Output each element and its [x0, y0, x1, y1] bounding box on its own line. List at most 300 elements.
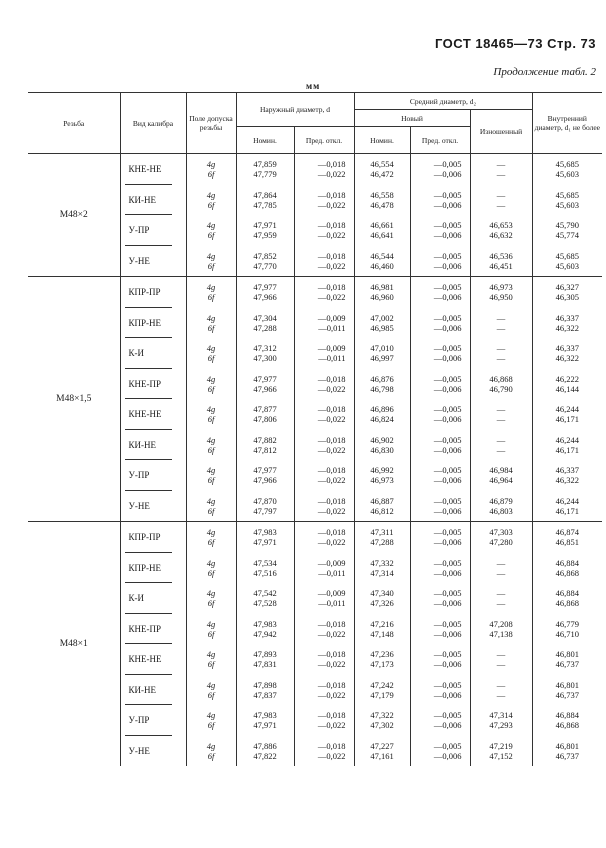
tolerance-value: 6f	[207, 292, 215, 303]
d-dev-value: —0,022	[317, 383, 346, 394]
d2-nominal-cell	[354, 369, 410, 400]
d2-dev-value: —0,006	[433, 659, 462, 670]
tolerance-value: 6f	[207, 353, 215, 364]
d2-nominal-value: 46,973	[370, 475, 394, 486]
tolerance-cell	[186, 583, 236, 614]
d-dev-value: —0,018	[317, 465, 346, 476]
d2-nominal-value: 47,302	[370, 720, 394, 731]
d-nominal-cell	[236, 185, 294, 216]
d-dev-value: —0,022	[317, 169, 346, 180]
d-dev-cell	[294, 308, 354, 339]
d-dev-value: —0,022	[317, 537, 346, 548]
tolerance-value: 4g	[206, 740, 216, 751]
d1-cell	[532, 705, 602, 736]
tolerance-value: 4g	[206, 588, 216, 599]
d1-value: 46,322	[555, 475, 579, 486]
d2-dev-value: —0,005	[433, 404, 462, 415]
col-header-d2-nominal: Номин.	[354, 127, 410, 154]
d-nominal-cell	[236, 491, 294, 522]
d2-nominal-cell	[354, 399, 410, 430]
d-nominal-value: 47,983	[253, 710, 277, 721]
d-nominal-value: 47,870	[253, 495, 277, 506]
d2-dev-value: —0,005	[433, 710, 462, 721]
tolerance-cell	[186, 277, 236, 308]
d-nominal-cell	[236, 215, 294, 246]
gauge-label: КПР-ПР	[128, 287, 161, 298]
tolerance-cell	[186, 246, 236, 277]
d1-value: 46,222	[555, 373, 579, 384]
gauge-label: У-НЕ	[128, 745, 150, 756]
d1-value: 46,874	[555, 527, 579, 538]
d2-nominal-cell	[354, 675, 410, 706]
worn-value: —	[496, 659, 506, 670]
d2-nominal-value: 47,216	[370, 618, 394, 629]
d-dev-value: —0,009	[317, 312, 346, 323]
d2-nominal-value: 46,985	[370, 322, 394, 333]
tolerance-value: 6f	[207, 689, 215, 700]
worn-value: —	[496, 679, 506, 690]
tolerance-cell	[186, 522, 236, 553]
tolerance-cell	[186, 185, 236, 216]
gauge-label: КПР-НЕ	[128, 562, 162, 573]
d-nominal-value: 47,822	[253, 750, 277, 761]
d-dev-value: —0,022	[317, 659, 346, 670]
worn-cell	[470, 430, 532, 461]
d2-dev-value: —0,005	[433, 250, 462, 261]
worn-value: —	[496, 353, 506, 364]
tolerance-cell	[186, 460, 236, 491]
d2-nominal-cell	[354, 614, 410, 645]
tolerance-value: 6f	[207, 598, 215, 609]
d1-cell	[532, 491, 602, 522]
d1-value: 45,774	[555, 230, 579, 241]
col-header-gauge-type: Вид калибра	[120, 93, 186, 154]
gauge-cell	[120, 491, 186, 522]
d1-value: 46,244	[555, 434, 579, 445]
d-nominal-value: 47,812	[253, 444, 277, 455]
d-dev-cell	[294, 277, 354, 308]
worn-value: —	[496, 649, 506, 660]
d-nominal-value: 47,837	[253, 689, 277, 700]
tolerance-value: 6f	[207, 628, 215, 639]
d2-dev-cell	[410, 277, 470, 308]
d2-dev-value: —0,006	[433, 230, 462, 241]
d2-nominal-value: 46,460	[370, 260, 394, 271]
gauge-table	[28, 92, 602, 766]
d2-dev-value: —0,005	[433, 373, 462, 384]
worn-value: —	[496, 689, 506, 700]
d-nominal-value: 47,977	[253, 282, 277, 293]
d-dev-value: —0,022	[317, 414, 346, 425]
d-nominal-cell	[236, 277, 294, 308]
worn-value: —	[496, 169, 506, 180]
d-dev-cell	[294, 154, 354, 185]
d2-nominal-cell	[354, 277, 410, 308]
d2-nominal-value: 46,981	[370, 282, 394, 293]
worn-cell	[470, 308, 532, 339]
d1-value: 45,685	[555, 159, 579, 170]
table-body	[28, 154, 602, 767]
tolerance-value: 4g	[206, 404, 216, 415]
d1-cell	[532, 215, 602, 246]
d-dev-value: —0,009	[317, 343, 346, 354]
worn-cell	[470, 277, 532, 308]
d1-value: 46,244	[555, 495, 579, 506]
d2-dev-value: —0,006	[433, 475, 462, 486]
worn-value: 47,152	[489, 750, 513, 761]
d-dev-value: —0,011	[318, 598, 346, 609]
d2-nominal-value: 47,314	[370, 567, 394, 578]
d-nominal-value: 47,977	[253, 465, 277, 476]
d2-dev-cell	[410, 644, 470, 675]
tolerance-value: 4g	[206, 710, 216, 721]
worn-cell	[470, 675, 532, 706]
d-dev-cell	[294, 460, 354, 491]
d-nominal-cell	[236, 583, 294, 614]
d-dev-value: —0,011	[318, 322, 346, 333]
d2-dev-value: —0,005	[433, 159, 462, 170]
d2-nominal-cell	[354, 185, 410, 216]
d2-nominal-value: 46,812	[370, 505, 394, 516]
d-nominal-cell	[236, 246, 294, 277]
d2-dev-value: —0,005	[433, 343, 462, 354]
tolerance-value: 6f	[207, 322, 215, 333]
d2-nominal-value: 46,661	[370, 220, 394, 231]
d-dev-value: —0,009	[317, 557, 346, 568]
d-nominal-value: 47,852	[253, 250, 277, 261]
worn-cell	[470, 154, 532, 185]
d2-dev-cell	[410, 491, 470, 522]
d-dev-value: —0,022	[317, 689, 346, 700]
tolerance-value: 6f	[207, 260, 215, 271]
tolerance-value: 4g	[206, 250, 216, 261]
d2-dev-value: —0,006	[433, 383, 462, 394]
tolerance-value: 4g	[206, 434, 216, 445]
table-row	[28, 277, 602, 308]
d-dev-value: —0,022	[317, 199, 346, 210]
tolerance-value: 4g	[206, 649, 216, 660]
d2-nominal-value: 47,242	[370, 679, 394, 690]
d2-nominal-value: 47,179	[370, 689, 394, 700]
d-dev-cell	[294, 614, 354, 645]
d2-dev-cell	[410, 614, 470, 645]
worn-value: 46,653	[489, 220, 513, 231]
d-nominal-cell	[236, 736, 294, 767]
d2-nominal-cell	[354, 736, 410, 767]
gauge-label: КНЕ-НЕ	[128, 164, 162, 175]
tolerance-cell	[186, 308, 236, 339]
tolerance-value: 4g	[206, 618, 216, 629]
d1-value: 46,171	[555, 505, 579, 516]
d2-nominal-value: 47,332	[370, 557, 394, 568]
d-dev-value: —0,018	[317, 527, 346, 538]
d-dev-cell	[294, 736, 354, 767]
gauge-cell	[120, 369, 186, 400]
worn-cell	[470, 215, 532, 246]
d-nominal-value: 47,300	[253, 353, 277, 364]
worn-value: —	[496, 404, 506, 415]
gauge-label: К-И	[128, 348, 144, 359]
tolerance-value: 6f	[207, 199, 215, 210]
page-header: ГОСТ 18465—73 Стр. 73	[434, 36, 596, 51]
d2-nominal-cell	[354, 430, 410, 461]
d-nominal-value: 47,966	[253, 475, 277, 486]
tolerance-cell	[186, 338, 236, 369]
d2-dev-value: —0,005	[433, 588, 462, 599]
d-nominal-value: 47,312	[253, 343, 277, 354]
d-dev-value: —0,018	[317, 250, 346, 261]
d1-value: 46,737	[555, 750, 579, 761]
worn-value: 47,303	[489, 527, 513, 538]
gauge-cell	[120, 399, 186, 430]
gauge-cell	[120, 614, 186, 645]
d-dev-cell	[294, 705, 354, 736]
tolerance-cell	[186, 736, 236, 767]
d2-nominal-value: 47,173	[370, 659, 394, 670]
d-dev-value: —0,022	[317, 260, 346, 271]
worn-cell	[470, 522, 532, 553]
d1-cell	[532, 338, 602, 369]
table-header	[28, 93, 602, 154]
d1-cell	[532, 675, 602, 706]
d2-nominal-value: 46,641	[370, 230, 394, 241]
tolerance-value: 6f	[207, 475, 215, 486]
d2-dev-value: —0,005	[433, 618, 462, 629]
d-dev-cell	[294, 369, 354, 400]
d-dev-value: —0,022	[317, 628, 346, 639]
worn-cell	[470, 338, 532, 369]
d2-nominal-value: 47,148	[370, 628, 394, 639]
d2-dev-value: —0,006	[433, 260, 462, 271]
gauge-label: КНЕ-ПР	[128, 623, 162, 634]
d1-value: 46,171	[555, 414, 579, 425]
d2-nominal-value: 46,896	[370, 404, 394, 415]
d1-value: 46,884	[555, 557, 579, 568]
worn-value: —	[496, 567, 506, 578]
worn-value: 47,293	[489, 720, 513, 731]
tolerance-value: 6f	[207, 444, 215, 455]
d2-dev-value: —0,005	[433, 312, 462, 323]
d-dev-value: —0,018	[317, 710, 346, 721]
d2-dev-value: —0,006	[433, 322, 462, 333]
d-dev-value: —0,022	[317, 505, 346, 516]
d2-nominal-cell	[354, 705, 410, 736]
d-dev-value: —0,018	[317, 373, 346, 384]
d2-nominal-value: 47,161	[370, 750, 394, 761]
d2-dev-value: —0,005	[433, 220, 462, 231]
d-dev-cell	[294, 553, 354, 584]
worn-value: 46,950	[489, 292, 513, 303]
d1-value: 45,603	[555, 199, 579, 210]
d1-value: 46,779	[555, 618, 579, 629]
gauge-cell	[120, 430, 186, 461]
d-dev-cell	[294, 215, 354, 246]
d2-dev-value: —0,006	[433, 750, 462, 761]
gauge-cell	[120, 675, 186, 706]
gauge-label: У-НЕ	[128, 500, 150, 511]
d-nominal-value: 47,770	[253, 260, 277, 271]
d2-dev-value: —0,006	[433, 414, 462, 425]
worn-cell	[470, 644, 532, 675]
d1-cell	[532, 460, 602, 491]
thread-cell: М48×1	[28, 522, 120, 767]
d-nominal-value: 47,942	[253, 628, 277, 639]
d-nominal-value: 47,288	[253, 322, 277, 333]
gauge-label: КНЕ-НЕ	[128, 654, 162, 665]
d-nominal-value: 47,971	[253, 537, 277, 548]
worn-value: 46,632	[489, 230, 513, 241]
d-nominal-value: 47,864	[253, 189, 277, 200]
d2-dev-value: —0,005	[433, 740, 462, 751]
gauge-label: У-ПР	[128, 225, 150, 236]
d1-value: 46,305	[555, 292, 579, 303]
d2-dev-value: —0,006	[433, 199, 462, 210]
d-dev-value: —0,018	[317, 679, 346, 690]
d-nominal-value: 47,859	[253, 159, 277, 170]
d-dev-value: —0,018	[317, 618, 346, 629]
d2-dev-cell	[410, 583, 470, 614]
d-nominal-value: 47,886	[253, 740, 277, 751]
d-dev-cell	[294, 491, 354, 522]
gauge-label: К-И	[128, 593, 144, 604]
d-dev-value: —0,018	[317, 189, 346, 200]
tolerance-cell	[186, 215, 236, 246]
d2-nominal-value: 47,002	[370, 312, 394, 323]
worn-cell	[470, 705, 532, 736]
d-nominal-value: 47,304	[253, 312, 277, 323]
col-header-inner-diameter: Внутренний диаметр, d₁ не более	[532, 93, 602, 154]
d2-dev-value: —0,006	[433, 720, 462, 731]
gauge-label: У-ПР	[128, 470, 150, 481]
d1-cell	[532, 308, 602, 339]
tolerance-cell	[186, 705, 236, 736]
gauge-cell	[120, 583, 186, 614]
d2-dev-value: —0,005	[433, 282, 462, 293]
tolerance-value: 4g	[206, 373, 216, 384]
worn-value: —	[496, 588, 506, 599]
tolerance-value: 4g	[206, 159, 216, 170]
d1-value: 46,737	[555, 659, 579, 670]
d-dev-cell	[294, 675, 354, 706]
gauge-table-container	[28, 92, 602, 766]
worn-value: —	[496, 343, 506, 354]
d2-nominal-value: 47,322	[370, 710, 394, 721]
d1-value: 46,710	[555, 628, 579, 639]
worn-value: —	[496, 189, 506, 200]
tolerance-value: 4g	[206, 312, 216, 323]
d1-value: 46,327	[555, 282, 579, 293]
d-nominal-cell	[236, 154, 294, 185]
table-row	[28, 154, 602, 185]
gauge-cell	[120, 736, 186, 767]
d-dev-cell	[294, 246, 354, 277]
d2-nominal-value: 46,544	[370, 250, 394, 261]
d-nominal-value: 47,831	[253, 659, 277, 670]
d2-dev-cell	[410, 522, 470, 553]
d-nominal-cell	[236, 308, 294, 339]
d-nominal-cell	[236, 614, 294, 645]
d2-dev-value: —0,006	[433, 689, 462, 700]
d2-nominal-value: 47,236	[370, 649, 394, 660]
gauge-cell	[120, 277, 186, 308]
worn-cell	[470, 185, 532, 216]
d2-dev-value: —0,005	[433, 649, 462, 660]
d-dev-value: —0,009	[317, 588, 346, 599]
d1-value: 46,737	[555, 689, 579, 700]
d2-nominal-cell	[354, 246, 410, 277]
d2-nominal-value: 47,311	[370, 527, 394, 538]
d-nominal-value: 47,516	[253, 567, 277, 578]
worn-cell	[470, 246, 532, 277]
d2-dev-cell	[410, 154, 470, 185]
d2-dev-value: —0,006	[433, 169, 462, 180]
d1-cell	[532, 185, 602, 216]
d1-value: 45,685	[555, 189, 579, 200]
d1-cell	[532, 736, 602, 767]
tolerance-value: 6f	[207, 750, 215, 761]
d2-dev-value: —0,006	[433, 628, 462, 639]
d2-nominal-value: 46,830	[370, 444, 394, 455]
worn-value: 46,451	[489, 260, 513, 271]
gauge-label: КИ-НЕ	[128, 684, 156, 695]
d2-nominal-value: 46,960	[370, 292, 394, 303]
d-dev-value: —0,018	[317, 220, 346, 231]
d2-dev-value: —0,006	[433, 598, 462, 609]
d-nominal-value: 47,959	[253, 230, 277, 241]
d-dev-cell	[294, 399, 354, 430]
d2-dev-cell	[410, 246, 470, 277]
d-nominal-cell	[236, 430, 294, 461]
d2-dev-value: —0,006	[433, 444, 462, 455]
worn-cell	[470, 369, 532, 400]
tolerance-cell	[186, 399, 236, 430]
d2-dev-cell	[410, 460, 470, 491]
tolerance-cell	[186, 675, 236, 706]
worn-value: 46,803	[489, 505, 513, 516]
d1-cell	[532, 430, 602, 461]
col-header-tolerance-field: Поле допуска резьбы	[186, 93, 236, 154]
table-row	[28, 522, 602, 553]
d-dev-value: —0,011	[318, 567, 346, 578]
gauge-cell	[120, 338, 186, 369]
d1-value: 46,171	[555, 444, 579, 455]
gauge-cell	[120, 215, 186, 246]
worn-cell	[470, 399, 532, 430]
tolerance-cell	[186, 154, 236, 185]
d1-value: 46,801	[555, 649, 579, 660]
d2-dev-cell	[410, 185, 470, 216]
col-header-d-nominal: Номин.	[236, 127, 294, 154]
tolerance-value: 4g	[206, 220, 216, 231]
d-nominal-value: 47,779	[253, 169, 277, 180]
tolerance-value: 6f	[207, 169, 215, 180]
d2-dev-cell	[410, 675, 470, 706]
gauge-cell	[120, 154, 186, 185]
worn-cell	[470, 553, 532, 584]
gauge-label: КИ-НЕ	[128, 439, 156, 450]
d2-nominal-cell	[354, 460, 410, 491]
gauge-cell	[120, 185, 186, 216]
d2-dev-cell	[410, 705, 470, 736]
d1-value: 45,603	[555, 169, 579, 180]
d1-value: 46,337	[555, 343, 579, 354]
d2-nominal-cell	[354, 154, 410, 185]
tolerance-value: 4g	[206, 527, 216, 538]
col-header-outer-diameter: Наружный диаметр, d	[236, 93, 354, 127]
d2-dev-cell	[410, 338, 470, 369]
d2-dev-value: —0,006	[433, 292, 462, 303]
d2-nominal-value: 46,478	[370, 199, 394, 210]
